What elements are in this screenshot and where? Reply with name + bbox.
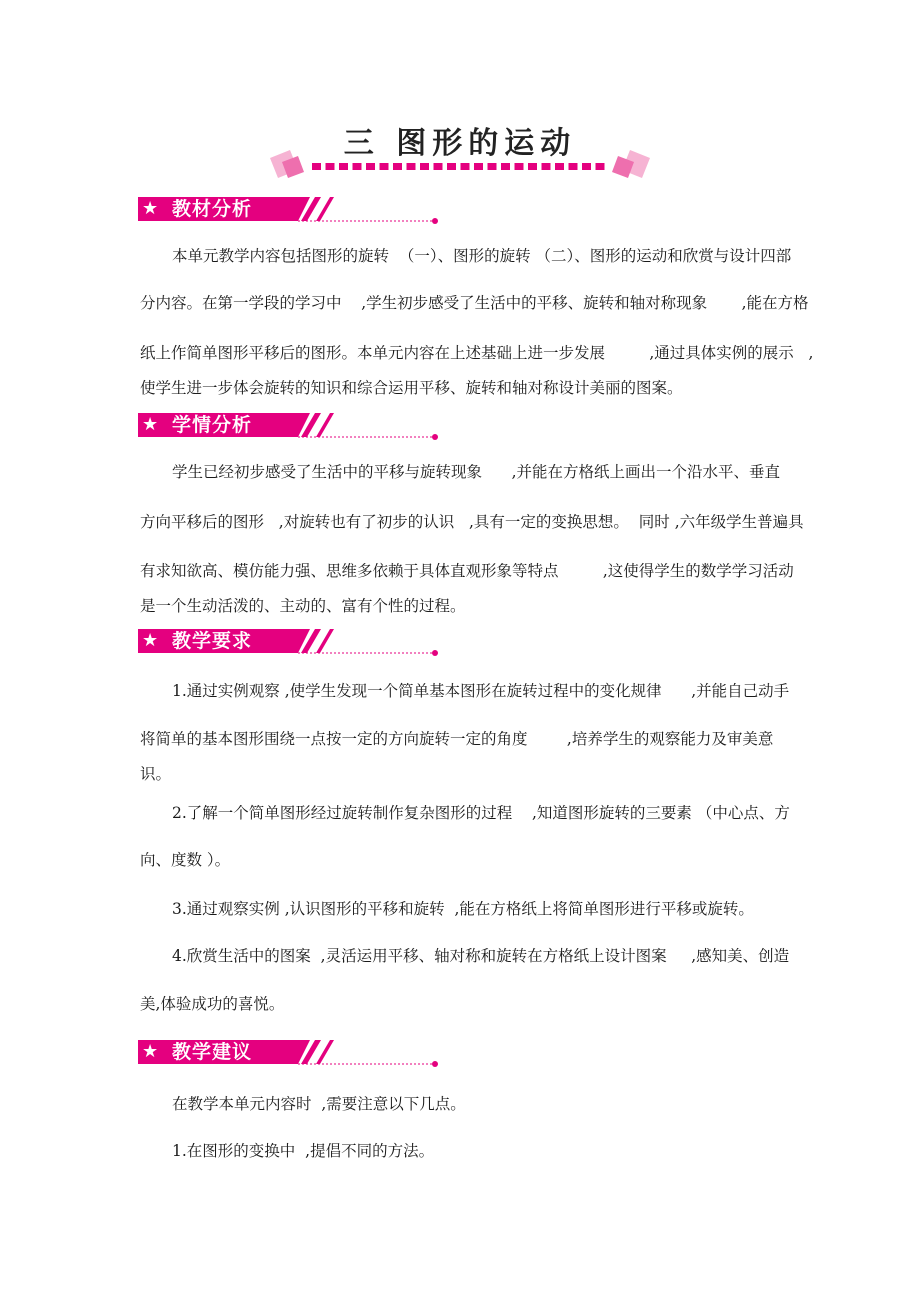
ribbon-dash — [420, 163, 429, 170]
ribbon-dash — [447, 163, 456, 170]
ribbon-dash — [555, 163, 564, 170]
ribbon-dash — [339, 163, 348, 170]
page-title: 三 图形的运动 — [343, 126, 577, 161]
ribbon-dash — [407, 163, 416, 170]
paragraph-line: 2.了解一个简单图形经过旋转制作复杂图形的过程 ,知道图形旋转的三要素 （中心点、方 — [172, 804, 790, 822]
ribbon-dash — [380, 163, 389, 170]
paragraph-line: 有求知欲高、模仿能力强、思维多依赖于具体直观形象等特点 ,这使得学生的数学学习活动 — [140, 562, 794, 580]
ribbon-dash — [366, 163, 375, 170]
section-heading: 教学要求 — [172, 630, 253, 652]
ribbon-dash — [488, 163, 497, 170]
title-ribbon-decoration — [268, 148, 652, 188]
paragraph-line: 向、度数 ）。 — [140, 851, 231, 869]
ribbon-dash — [393, 163, 402, 170]
ribbon-dash — [542, 163, 551, 170]
star-icon: ★ — [142, 414, 159, 435]
paragraph-line: 使学生进一步体会旋转的知识和综合运用平移、旋转和轴对称设计美丽的图案。 — [140, 379, 683, 397]
section-header-teaching-requirements — [138, 629, 440, 657]
ribbon-dash — [582, 163, 591, 170]
paragraph-line: 识。 — [140, 765, 172, 783]
ribbon-dash — [569, 163, 578, 170]
ribbon-dash — [528, 163, 537, 170]
ribbon-dash — [474, 163, 483, 170]
ribbon-dash — [353, 163, 362, 170]
paragraph-line: 1.通过实例观察 ,使学生发现一个简单基本图形在旋转过程中的变化规律 ,并能自己动手 — [172, 682, 790, 700]
paragraph-line: 美,体验成功的喜悦。 — [140, 995, 285, 1013]
ribbon-dash — [515, 163, 524, 170]
paragraph-line: 是一个生动活泼的、主动的、富有个性的过程。 — [140, 597, 466, 615]
section-header-student-analysis — [138, 413, 440, 441]
star-icon: ★ — [142, 1041, 159, 1062]
paragraph-line: 本单元教学内容包括图形的旋转 （一）、图形的旋转 （二）、图形的运动和欣赏与设计四部 — [172, 247, 792, 265]
paragraph-line: 学生已经初步感受了生活中的平移与旋转现象 ,并能在方格纸上画出一个沿水平、垂直 — [172, 463, 780, 481]
section-heading: 教学建议 — [172, 1041, 253, 1063]
paragraph-line: 将简单的基本图形围绕一点按一定的方向旋转一定的角度 ,培养学生的观察能力及审美意 — [140, 730, 774, 748]
paragraph-line: 在教学本单元内容时 ,需要注意以下几点。 — [172, 1095, 466, 1113]
section-header-textbook-analysis — [138, 197, 440, 225]
star-icon: ★ — [142, 198, 159, 219]
paragraph-line: 方向平移后的图形 ,对旋转也有了初步的认识 ,具有一定的变换思想。 同时 ,六年级学生普遍具 — [140, 513, 804, 531]
paragraph-line: 纸上作简单图形平移后的图形。本单元内容在上述基础上进一步发展 ,通过具体实例的展示 , — [140, 344, 814, 362]
ribbon-dash — [434, 163, 443, 170]
paragraph-line: 4.欣赏生活中的图案 ,灵活运用平移、轴对称和旋转在方格纸上设计图案 ,感知美、创造 — [172, 947, 790, 965]
section-heading: 学情分析 — [172, 414, 253, 436]
ribbon-dash — [312, 163, 321, 170]
ribbon-dash — [461, 163, 470, 170]
star-icon: ★ — [142, 630, 159, 651]
paragraph-line: 分内容。在第一学段的学习中 ,学生初步感受了生活中的平移、旋转和轴对称现象 ,能在方格 — [140, 294, 809, 312]
ribbon-dash — [326, 163, 335, 170]
ribbon-dash — [501, 163, 510, 170]
section-heading: 教材分析 — [172, 198, 253, 220]
ribbon-dash — [596, 163, 605, 170]
paragraph-line: 3.通过观察实例 ,认识图形的平移和旋转 ,能在方格纸上将简单图形进行平移或旋转。 — [172, 900, 754, 918]
paragraph-line: 1.在图形的变换中 ,提倡不同的方法。 — [172, 1142, 435, 1160]
section-header-teaching-suggestions — [138, 1040, 440, 1068]
